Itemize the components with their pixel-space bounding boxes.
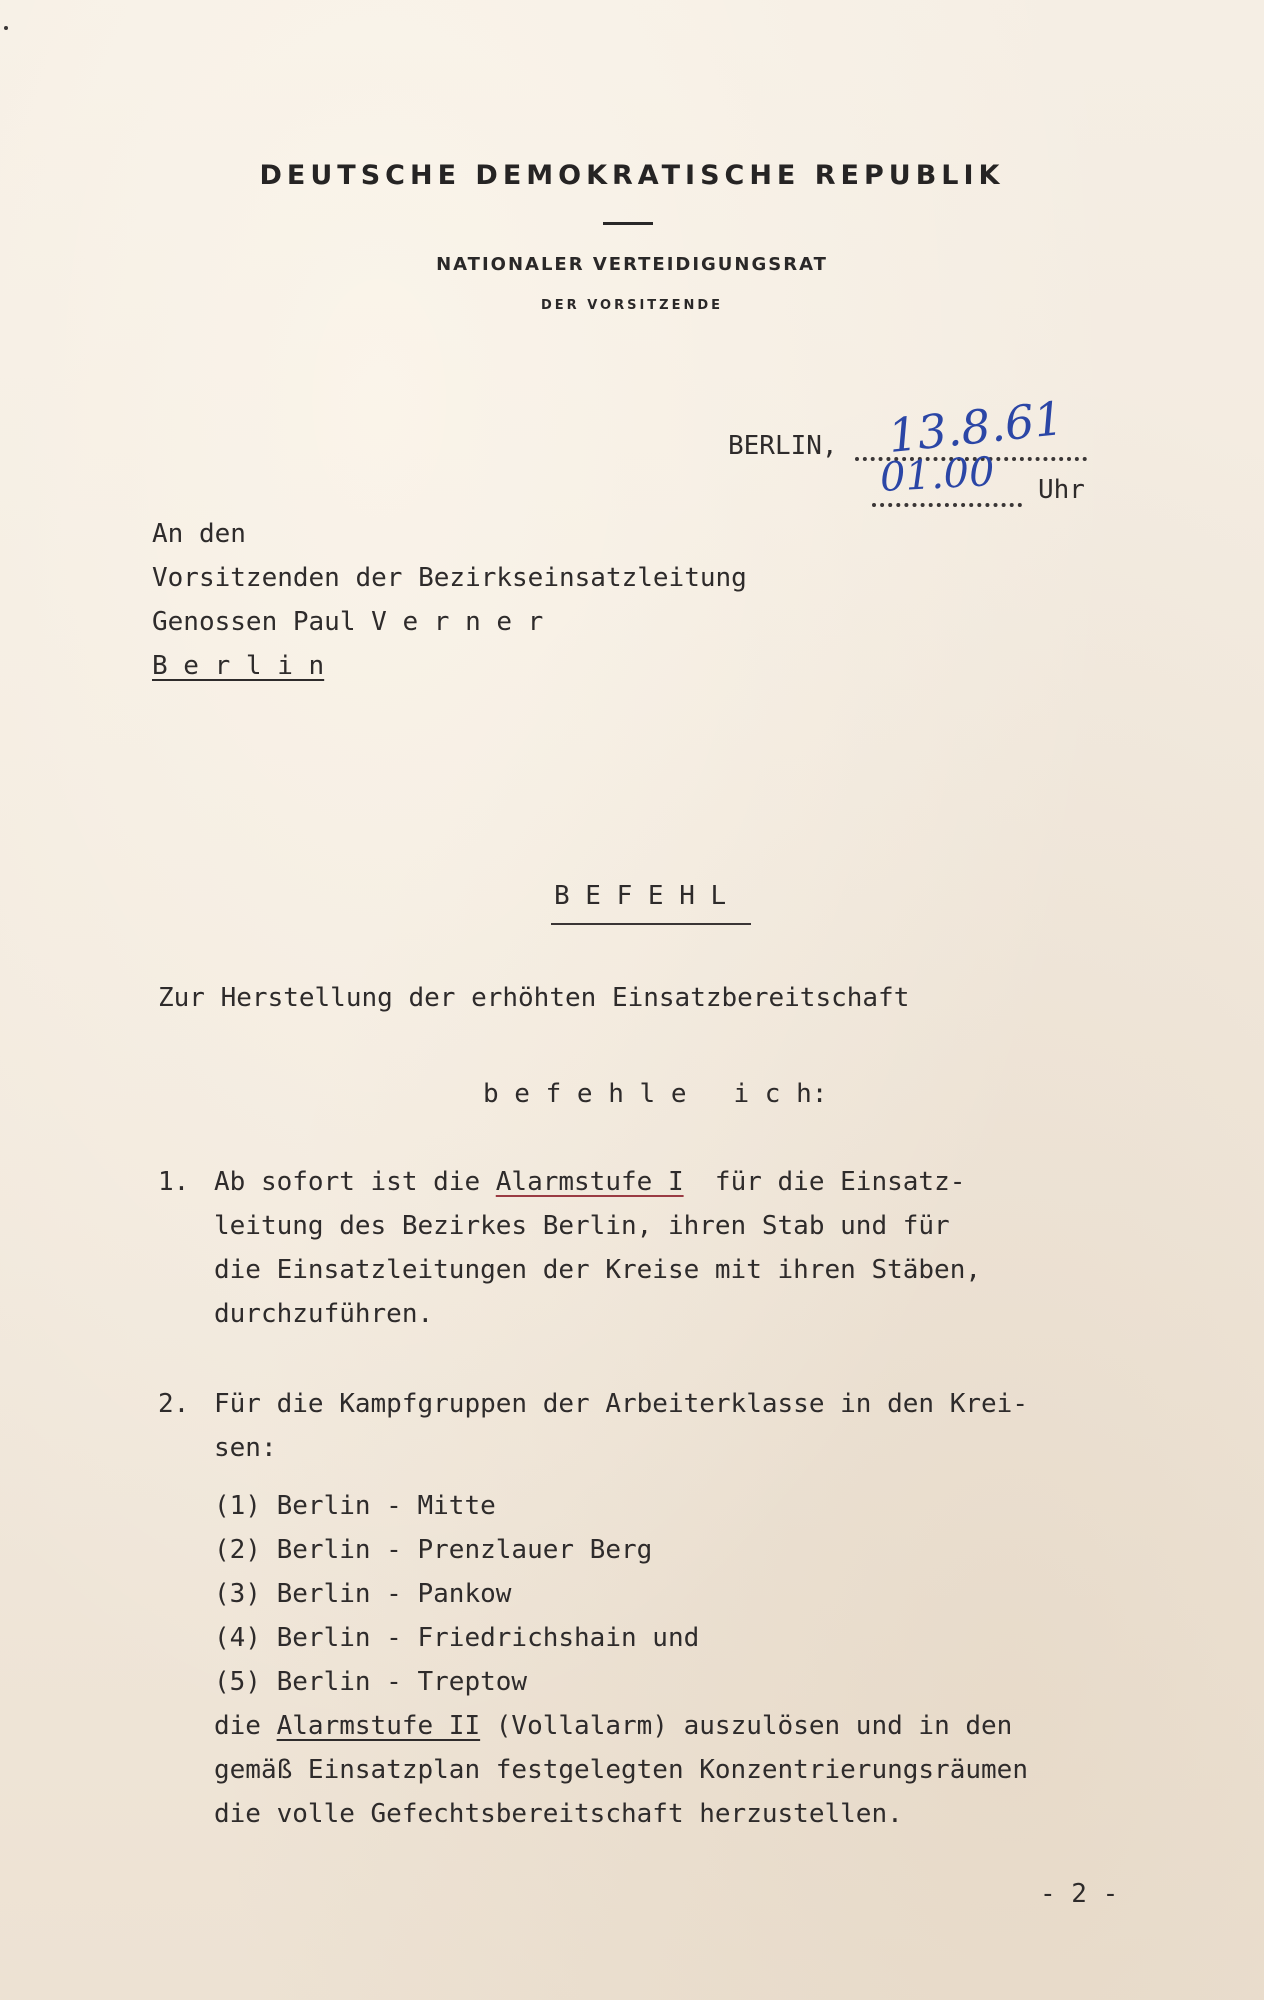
stray-mark [4, 26, 8, 30]
letterhead-rule [603, 222, 653, 225]
recipient-line-3: Genossen Paul V e r n e r [152, 607, 544, 637]
page-number: - 2 - [1040, 1879, 1119, 1909]
item-2-line-1: Für die Kampfgruppen der Arbeiterklasse in den Krei- [214, 1389, 1028, 1419]
time-dotted-line [872, 503, 1022, 507]
alarm-level-2: Alarmstufe II [276, 1711, 481, 1741]
letterhead-chair: DER VORSITZENDE [540, 298, 724, 313]
district-item: (4) Berlin - Friedrichshain und [214, 1623, 700, 1653]
order-title-rule [551, 923, 751, 925]
recipient-city: B e r l i n [152, 651, 325, 681]
command-line: b e f e h l e i c h: [483, 1079, 828, 1109]
district-item: (1) Berlin - Mitte [214, 1491, 496, 1521]
item-2-line-c: die volle Gefechtsbereitschaft herzustellen. [214, 1799, 903, 1829]
handwritten-date: 13.8.61 [885, 390, 1066, 464]
letterhead-council: NATIONALER VERTEIDIGUNGSRAT [436, 254, 828, 275]
district-item: (2) Berlin - Prenzlauer Berg [214, 1535, 653, 1565]
recipient-line-2: Vorsitzenden der Bezirkseinsatzleitung [152, 563, 747, 593]
letterhead-country: DEUTSCHE DEMOKRATISCHE REPUBLIK [259, 160, 1005, 191]
item-1-number: 1. [158, 1167, 190, 1197]
item-2-number: 2. [158, 1389, 190, 1419]
alarm-level-1: Alarmstufe I [495, 1167, 684, 1197]
item-2-line-b: gemäß Einsatzplan festgelegten Konzentrierungsräumen [214, 1755, 1028, 1785]
item-1-line-1: Ab sofort ist die Alarmstufe I für die Einsatz- [214, 1167, 966, 1197]
intro-line: Zur Herstellung der erhöhten Einsatzbereitschaft [158, 983, 910, 1013]
item-1-line-3: die Einsatzleitungen der Kreise mit ihren Stäben, [214, 1255, 982, 1285]
time-unit: Uhr [1038, 475, 1085, 505]
item-2-line-a: die Alarmstufe II (Vollalarm) auszulösen und in den [214, 1711, 1013, 1741]
order-title: B E F E H L [554, 881, 727, 911]
item-1-line-2: leitung des Bezirkes Berlin, ihren Stab und für [214, 1211, 950, 1241]
dateline-place: BERLIN, [728, 431, 838, 461]
district-item: (5) Berlin - Treptow [214, 1667, 528, 1697]
recipient-line-1: An den [152, 519, 246, 549]
item-1-line-4: durchzuführen. [214, 1299, 434, 1329]
district-item: (3) Berlin - Pankow [214, 1579, 512, 1609]
handwritten-time: 01.00 [878, 449, 996, 501]
item-2-line-2: sen: [214, 1433, 277, 1463]
